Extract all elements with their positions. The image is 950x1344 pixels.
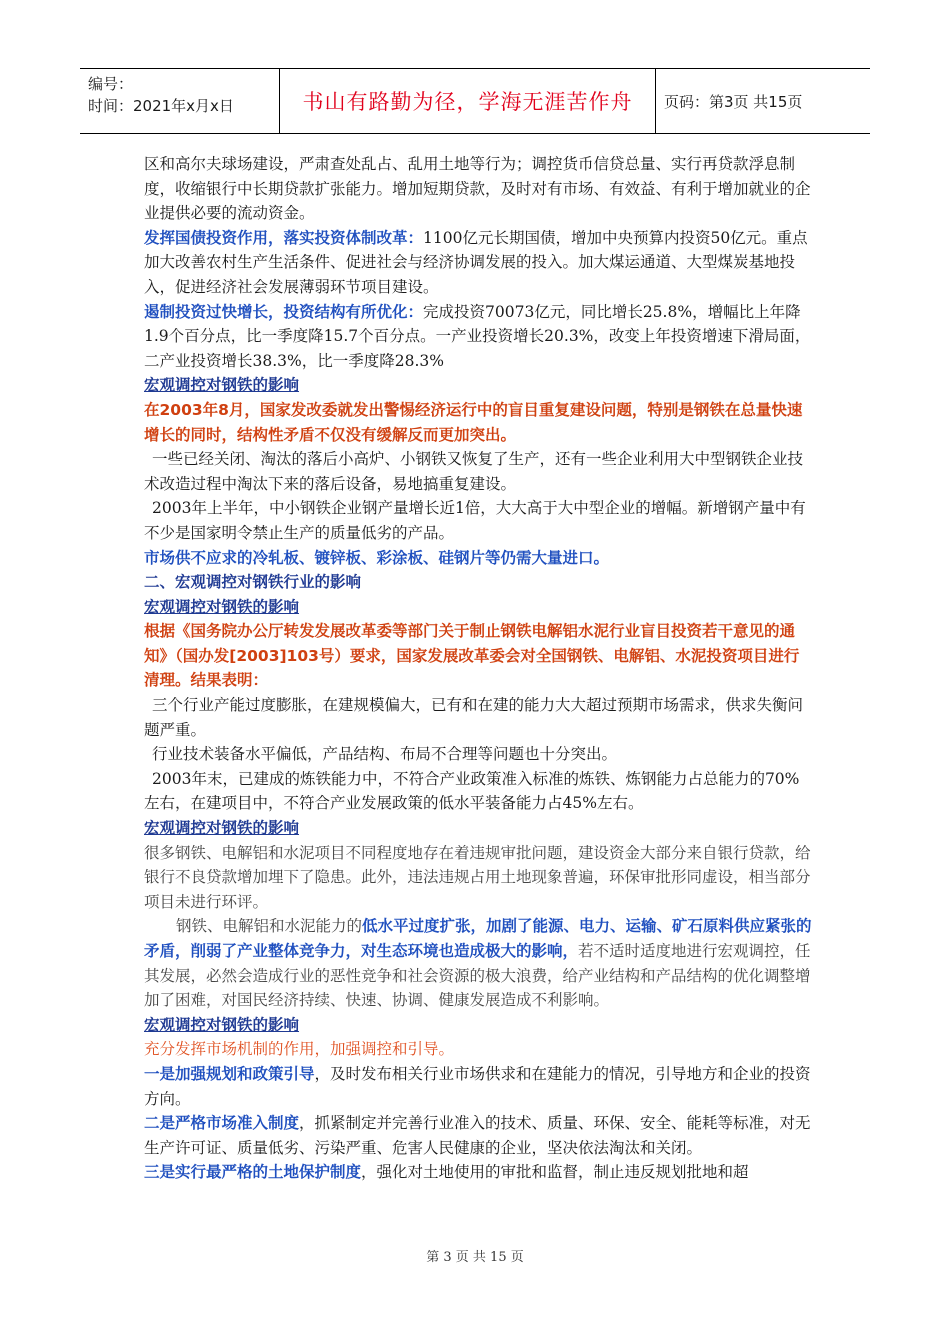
- paragraph-lead: 三是实行最严格的土地保护制度: [144, 1163, 362, 1182]
- paragraph-text: ，及时发布相关行业市场供求和在建能力的情况，引导地方和企业的投资方向。: [144, 1064, 811, 1108]
- number-label: 编号：: [88, 75, 134, 93]
- paragraph: 2003年上半年，中小钢铁企业钢产量增长近1倍，大大高于大中型企业的增幅。新增钢产量中有不少是国家明令禁止生产的质量低劣的产品。: [144, 499, 806, 542]
- paragraph-text: 若不适时适度地进行宏观调控，任其发展，必然会造成行业的恶性竞争和社会资源的极大浪费，给产业结构和产品结构的优化调整增加了困难，对国民经济持续、快速、协调、健康发展造成不利影响。: [144, 942, 811, 1010]
- paragraph-text: ，抓紧制定并完善行业准入的技术、质量、环保、安全、能耗等标准，对无生产许可证、质量低劣、污染严重、危害人民健康的企业，坚决依法淘汰和关闭。: [144, 1114, 811, 1157]
- paragraph: [144, 1062, 812, 1111]
- paragraph: 2003年末，已建成的炼铁能力中，不符合产业政策准入标准的炼铁、炼钢能力占总能力的70%左右，在建项目中，不符合产业发展政策的低水平装备能力占45%左右。: [144, 769, 800, 813]
- paragraph: [144, 1160, 812, 1185]
- page-footer: 第 3 页 共 15 页: [426, 1250, 524, 1265]
- section-title: 宏观调控对钢铁的影响: [144, 1015, 300, 1034]
- paragraph-text: 完成投资70073亿元，同比增长25.8%，增幅比上年降1.9个百分点，比一季度降15.7个百分点。一产业投资增长20.3%，改变上年投资增速下滑局面，二产业投资增长38.3%，比一季度降28.3%: [144, 302, 811, 370]
- paragraph: 行业技术装备水平偏低，产品结构、布局不合理等问题也十分突出。: [152, 745, 618, 764]
- paragraph: 一些已经关闭、淘汰的落后小高炉、小钢铁又恢复了生产，还有一些企业利用大中型钢铁企业技术改造过程中淘汰下来的落后设备，易地搞重复建设。: [144, 450, 804, 493]
- highlight-paragraph: 在2003年8月，国家发改委就发出警惕经济运行中的盲目重复建设问题，特别是钢铁在总量快速增长的同时，结构性矛盾不仅没有缓解反而更加突出。: [144, 400, 803, 444]
- paragraph-lead: 发挥国债投资作用，落实投资体制改革：: [144, 228, 424, 247]
- page-header: [80, 68, 870, 134]
- header-meta: [80, 69, 280, 133]
- section-title: 宏观调控对钢铁的影响: [144, 597, 300, 616]
- paragraph-emphasis: 低水平过度扩张，加剧了能源、电力、运输、矿石原料供应紧张的矛盾，削弱了产业整体竞争力，对生态环境也造成极大的影响，: [144, 917, 812, 960]
- paragraph: 区和高尔夫球场建设，严肃查处乱占、乱用土地等行为；调控货币信贷总量、实行再贷款浮息制度，收缩银行中长期贷款扩张能力。增加短期贷款，及时对有市场、有效益、有利于增加就业的企业提供必要的流动资金。: [144, 155, 811, 223]
- paragraph: 三个行业产能过度膨胀，在建规模偏大，已有和在建的能力大大超过预期市场需求，供求失衡问题严重。: [144, 696, 804, 739]
- section-heading: 二、宏观调控对钢铁行业的影响: [144, 573, 362, 592]
- document-body: [144, 152, 812, 1185]
- paragraph-lead: 二是严格市场准入制度: [144, 1114, 300, 1133]
- highlight-paragraph: 市场供不应求的冷轧板、镀锌板、彩涂板、硅钢片等仍需大量进口。: [144, 548, 610, 567]
- paragraph: 很多钢铁、电解铝和水泥项目不同程度地存在着违规审批问题，建设资金大部分来自银行贷款，给银行不良贷款增加埋下了隐患。此外，违法违规占用土地现象普遍，环保审批形同虚设，相当部分项目未进行环评。: [144, 843, 811, 911]
- header-page-info: 页码：第3页 共15页: [664, 92, 803, 111]
- paragraph-lead: 一是加强规划和政策引导: [144, 1064, 315, 1083]
- paragraph: [144, 300, 812, 374]
- paragraph: [144, 914, 812, 1012]
- paragraph-lead: 遏制投资过快增长，投资结构有所优化：: [144, 302, 424, 321]
- section-title: 宏观调控对钢铁的影响: [144, 376, 300, 395]
- section-title: 宏观调控对钢铁的影响: [144, 819, 300, 838]
- time-label: 时间：2021年x月x日: [88, 97, 234, 115]
- paragraph-text: ，强化对土地使用的审批和监督，制止违反规划批地和超: [361, 1163, 749, 1182]
- paragraph-text: 1100亿元长期国债，增加中央预算内投资50亿元。重点加大改善农村生产生活条件、促进社会与经济协调发展的投入。加大煤运通道、大型煤炭基地投入，促进经济社会发展薄弱环节项目建设。: [144, 228, 808, 296]
- paragraph: [144, 1111, 812, 1160]
- header-motto: 书山有路勤为径，学海无涯苦作舟: [280, 69, 656, 133]
- highlight-paragraph: 根据《国务院办公厅转发发展改革委等部门关于制止钢铁电解铝水泥行业盲目投资若干意见的通知》（国办发[2003]103号）要求，国家发展改革委会对全国钢铁、电解铝、水泥投资项目进行清理。结果表明：: [144, 622, 800, 690]
- paragraph-text: 钢铁、电解铝和水泥能力的: [176, 917, 363, 936]
- highlight-paragraph: 充分发挥市场机制的作用，加强调控和引导。: [144, 1040, 455, 1059]
- paragraph: [144, 226, 812, 300]
